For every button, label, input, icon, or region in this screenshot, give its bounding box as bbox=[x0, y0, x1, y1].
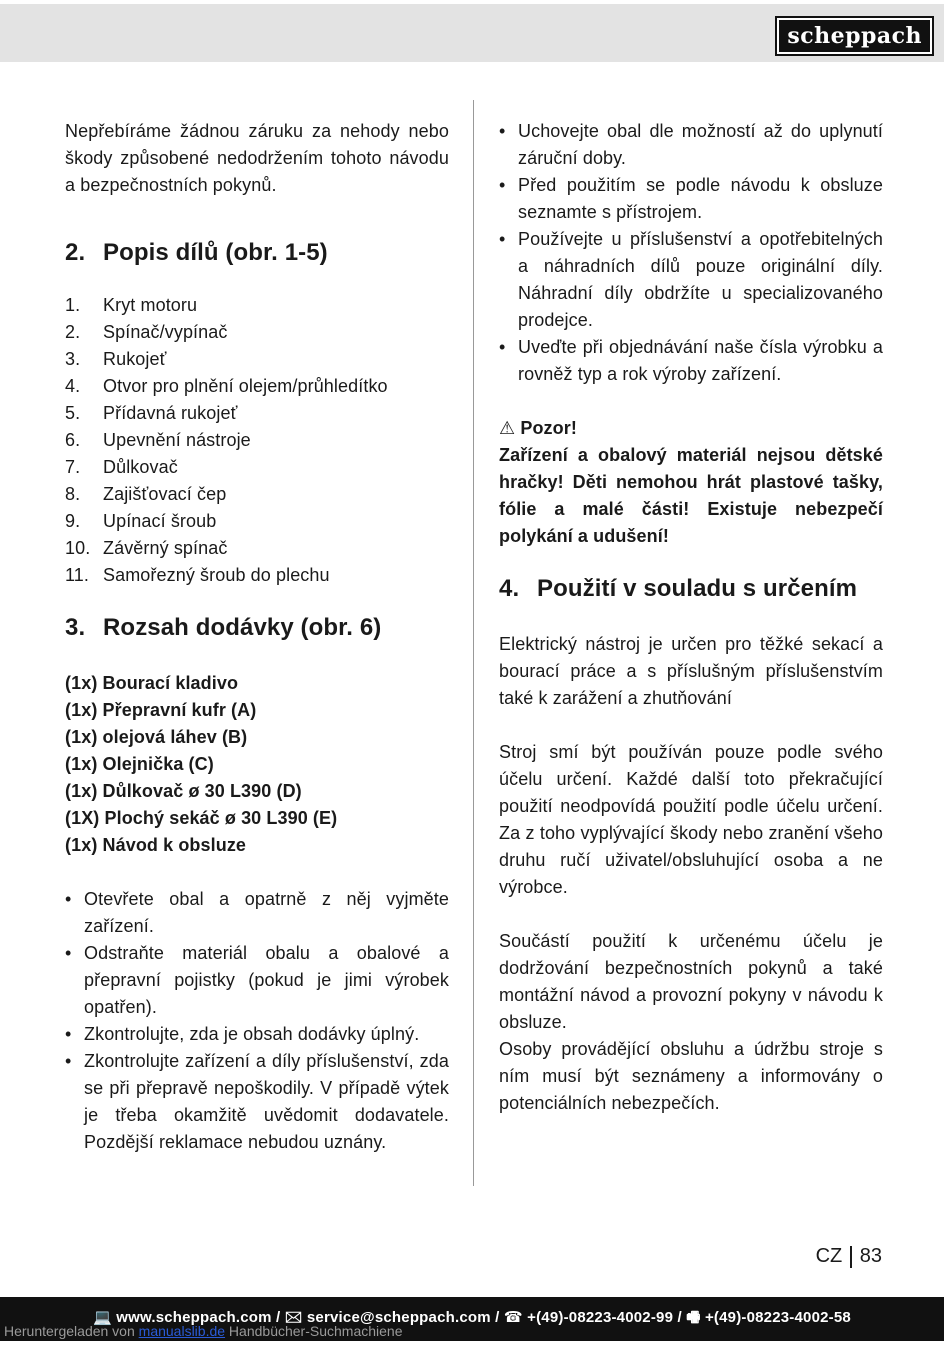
page-number-value: 83 bbox=[859, 1245, 882, 1267]
usage-paragraph-1: Elektrický nástroj je určen pro těžké sekací a bourací práce a s příslušným příslušenstvím také k zarážení a zhutňování bbox=[499, 634, 883, 708]
list-item: 8. Zajišťovací čep bbox=[65, 484, 227, 504]
section-2-heading: 2. Popis dílů (obr. 1-5) bbox=[65, 239, 328, 266]
list-item: • Před použitím se podle návodu k obsluze seznamte s přístrojem. bbox=[499, 172, 883, 226]
list-item: (1x) olejová láhev (B) bbox=[65, 727, 248, 747]
column-divider bbox=[473, 100, 474, 1186]
parts-list bbox=[65, 292, 449, 589]
download-note: Heruntergeladen von manualslib.de Handbücher-Suchmachiene bbox=[4, 1323, 403, 1339]
page-number bbox=[816, 1245, 882, 1268]
page-separator bbox=[850, 1246, 852, 1268]
header-bar bbox=[0, 4, 944, 62]
list-item: 6. Upevnění nástroje bbox=[65, 430, 251, 450]
warning-title: ⚠ Pozor! bbox=[499, 418, 577, 438]
page-language: CZ bbox=[815, 1245, 843, 1267]
list-item: 10. Závěrný spínač bbox=[65, 538, 228, 558]
manualslib-link[interactable]: manualslib.de bbox=[138, 1323, 226, 1339]
delivery-list bbox=[65, 670, 449, 859]
section-3-heading: 3. Rozsah dodávky (obr. 6) bbox=[65, 614, 382, 641]
usage-paragraph-4: Osoby provádějící obsluhu a údržbu stroje s ním musí být seznámeny a informovány o potenciálních nebezpečích. bbox=[499, 1039, 883, 1113]
list-item: 7. Důlkovač bbox=[65, 457, 178, 477]
list-item: • Uchovejte obal dle možností až do uplynutí záruční doby. bbox=[499, 118, 883, 172]
list-item: 3. Rukojeť bbox=[65, 349, 167, 369]
list-item: 4. Otvor pro plnění olejem/průhledítko bbox=[65, 376, 388, 396]
section-4-heading: 4. Použití v souladu s určením bbox=[499, 575, 858, 602]
warning-text: Zařízení a obalový materiál nejsou dětské hračky! Děti nemohou hrát plastové tašky, fólie a malé části! Existuje nebezpečí polykání a udušení! bbox=[499, 445, 883, 546]
list-item: • Zkontrolujte, zda je obsah dodávky úplný. bbox=[65, 1021, 449, 1048]
list-item: 1. Kryt motoru bbox=[65, 295, 198, 315]
intro-paragraph: Nepřebíráme žádnou záruku za nehody nebo škody způsobené nedodržením tohoto návodu a bezpečnostních pokynů. bbox=[65, 121, 449, 195]
packaging-bullets bbox=[499, 118, 883, 388]
list-item: • Zkontrolujte zařízení a díly příslušenství, zda se při přepravě nepoškodily. V případě výtek je třeba okamžitě uvědomit dodavatele. Pozdější reklamace nebudou uznány. bbox=[65, 1048, 449, 1156]
list-item: • Odstraňte materiál obalu a obalové a přepravní pojistky (pokud je jimi výrobek opatřen). bbox=[65, 940, 449, 1021]
usage-paragraph-3: Součástí použití k určenému účelu je dodržování bezpečnostních pokynů a také montážní návod a provozní pokyny v návodu k obsluze. bbox=[499, 931, 883, 1032]
list-item: 9. Upínací šroub bbox=[65, 511, 217, 531]
footer-contact: 💻 www.scheppach.com / 🖂 service@scheppach.com / ☎ +(49)-08223-4002-99 / 🖷 +(49)-08223-4002-58 bbox=[93, 1309, 851, 1326]
list-item: 5. Přídavná rukojeť bbox=[65, 403, 238, 423]
usage-paragraph-2: Stroj smí být používán pouze podle svého účelu určení. Každé další toto překračující použití neodpovídá použití podle účelu určení. Za z toho vyplývající škody nebo zranění všeho druhu ručí uživatel/obsluhující osoba a ne výrobce. bbox=[499, 742, 883, 897]
list-item: 11. Samořezný šroub do plechu bbox=[65, 565, 330, 585]
scheppach-logo: scheppach bbox=[775, 16, 934, 56]
list-item: (1x) Olejnička (C) bbox=[65, 754, 214, 774]
list-item: (1x) Přepravní kufr (A) bbox=[65, 700, 257, 720]
list-item: • Otevřete obal a opatrně z něj vyjměte zařízení. bbox=[65, 886, 449, 940]
list-item: • Uveďte při objednávání naše čísla výrobku a rovněž typ a rok výroby zařízení. bbox=[499, 334, 883, 388]
left-column bbox=[65, 118, 449, 1156]
list-item: (1X) Plochý sekáč ø 30 L390 (E) bbox=[65, 808, 338, 828]
unpacking-bullets bbox=[65, 886, 449, 1156]
list-item: (1x) Bourací kladivo bbox=[65, 673, 239, 693]
list-item: (1x) Důlkovač ø 30 L390 (D) bbox=[65, 781, 302, 801]
list-item: • Používejte u příslušenství a opotřebitelných a náhradních dílů pouze originální díly. Náhradní díly obdržíte u specializovaného prodejce. bbox=[499, 226, 883, 334]
list-item: 2. Spínač/vypínač bbox=[65, 322, 228, 342]
list-item: (1x) Návod k obsluze bbox=[65, 835, 247, 855]
right-column bbox=[499, 118, 883, 1117]
